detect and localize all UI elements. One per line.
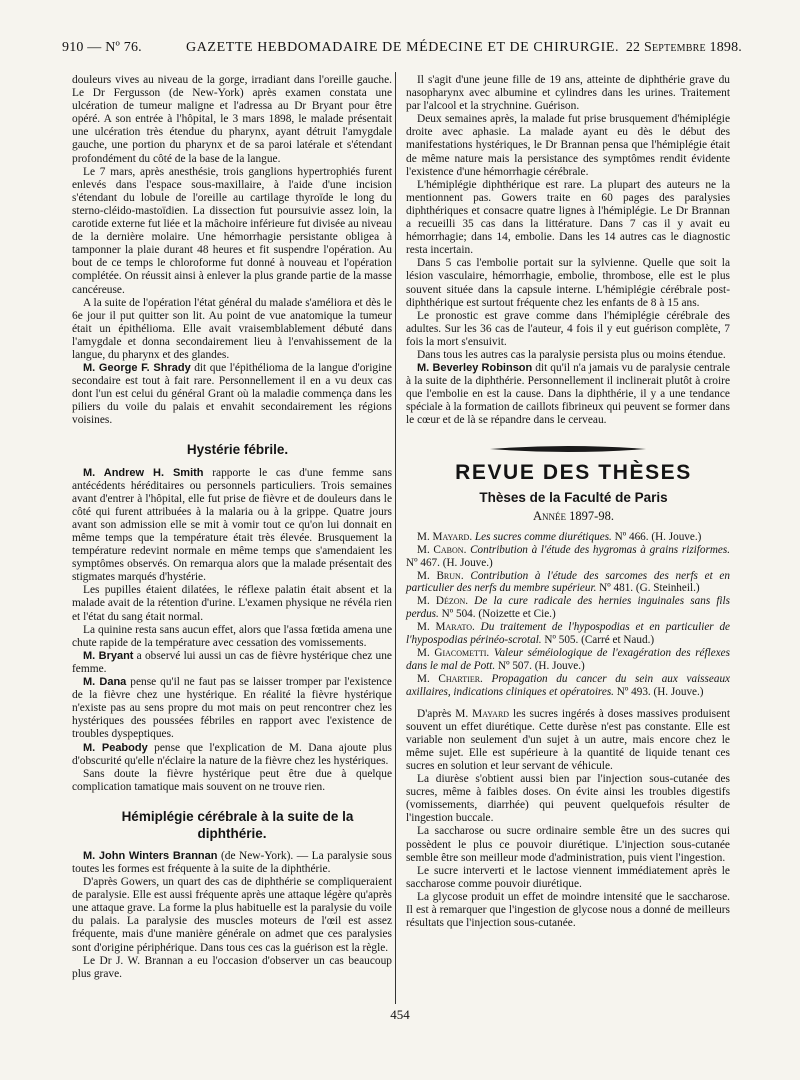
speaker-name: M. Peabody <box>83 741 148 754</box>
thesis-author: M. Marato. <box>417 621 475 634</box>
paragraph: La saccharose ou sucre ordinaire semble être un des sucres qui possèdent le plus ce pouvoir diurétique. L'injection sous-cutanée semble être son meilleur mode d'administration, puis vient l'ingestion. <box>406 825 730 864</box>
section-title-hemiplegie: Hémiplégie cérébrale à la suite de la diphthérie. <box>121 808 354 841</box>
thesis-title: Valeur séméiologique de l'exagération des réflexes dans le mal de Pott. <box>406 646 730 672</box>
thesis-entry <box>406 621 730 647</box>
speaker-name: M. Dana <box>83 676 127 689</box>
paragraph: Le 7 mars, après anesthésie, trois ganglions hypertrophiés furent enlevés dans l'espace sous-maxillaire, à l'aide d'une incision s'étendant du lobule de l'oreille au cartilage thyroïde le long du sterno-cléido-mastoïdien. La dissection fut poursuivie assez loin, la carotide externe fut liée et la mâchoire inférieure fut divisée au niveau de la dernière molaire. Une hémorrhagie persistante obligea à tamponner la plaie durant 48 heures et fit suspendre l'opération. Au bout de ce temps le chloroforme fut donné à nouveau et l'opération complétée. On réussit ainsi à enlever la plus grande partie de la masse cancéreuse. <box>72 165 392 296</box>
thesis-author: M. Cabon. <box>417 543 467 556</box>
speaker-name: M. George F. Shrady <box>83 362 191 375</box>
thesis-reference: Nº 505. (Carré et Naud.) <box>541 634 655 647</box>
thesis-entry <box>406 673 730 699</box>
paragraph: Le Dr J. W. Brannan a eu l'occasion d'observer un cas beaucoup plus grave. <box>72 954 392 980</box>
thesis-entry <box>406 570 730 596</box>
thesis-author: M. Giacometti. <box>417 646 490 659</box>
thesis-entry <box>406 595 730 621</box>
paragraph: Le pronostic est grave comme dans l'hémiplégie cérébrale des adultes. Sur les 36 cas de l'auteur, 4 fois il y eut guérison complète, 7 fois la mort s'ensuivit. <box>406 309 730 348</box>
thesis-reference: Nº 493. (H. Jouve.) <box>613 685 704 698</box>
paragraph: douleurs vives au niveau de la gorge, irradiant dans l'oreille gauche. Le Dr Fergusson (de New-York) après examen constata une ulcération de tumeur maligne et l'adressa au Dr Bryant pour être opéré. A son entrée à l'hôpital, le 3 mars 1898, le malade présentait une ulcération très étendue du pharynx, ayant détruit l'amygdale gauche, une portion du pharynx et de sa paroi latérale et s'étendant profondément du côté de la base de la langue. <box>72 74 392 165</box>
page-issue-number: 910 — Nº 76. <box>62 40 142 55</box>
paragraph: Il s'agit d'une jeune fille de 19 ans, atteinte de diphthérie grave du nasopharynx avec albumine et cylindres dans les urines. Traitement par l'alcool et la strychnine. Guérison. <box>406 74 730 113</box>
page-number: 454 <box>390 1007 410 1022</box>
paragraph: M. Beverley Robinson dit qu'il n'a jamais vu de paralysie centrale à la suite de la diphthérie. Personnellement il inclinerait plutôt à croire que l'embolie en est la cause. Dans la diphthérie, il y a une tendance spéciale à la formation de caillots fibrineux qui peuvent se former dans le cœur et de là se répandre dans le cerveau. <box>406 362 730 427</box>
right-column <box>406 74 730 930</box>
paragraph: D'après Gowers, un quart des cas de diphthérie se compliqueraient de paralysie. Elle est aussi fréquente après une attaque légère qu'après une attaque grave. La forme la plus habituelle est la paralysie du voile du palais. La paralysie des muscles moteurs de l'œil est assez fréquente, mais d'une manière générale on admet que ces paralysies sont d'origine périphérique. Dans tous ces cas la guérison est la règle. <box>72 876 392 954</box>
revue-des-theses-title: REVUE DES THÈSES <box>455 460 692 484</box>
theses-list <box>406 531 730 699</box>
paragraph: Sans doute la fièvre hystérique peut être due à quelque complication tamatique mais souvent on ne trouve rien. <box>72 767 392 793</box>
speaker-name: M. Andrew H. Smith <box>83 466 204 479</box>
paragraph: M. John Winters Brannan (de New-York). — La paralysie sous toutes les formes est fréquente à la suite de la diphthérie. <box>72 849 392 875</box>
thesis-title: Les sucres comme diurétiques. <box>474 530 612 543</box>
paragraph: Les pupilles étaient dilatées, le réflexe palatin était absent et la malade avait de la rétention d'urine. L'examen physique ne révéla rien et l'état du sang était normal. <box>72 584 392 623</box>
paragraph: M. Peabody pense que l'explication de M. Dana ajoute plus d'obscurité qu'elle n'éclaire la nature de la fièvre chez les hystériques. <box>72 741 392 767</box>
thesis-reference: Nº 481. (G. Steinheil.) <box>596 582 700 595</box>
paragraph: M. Bryant a observé lui aussi un cas de fièvre hystérique chez une femme. <box>72 649 392 675</box>
thesis-author: M. Chartier. <box>417 672 483 685</box>
thesis-entry <box>406 531 730 544</box>
left-column <box>72 74 392 981</box>
section-title-hysterie: Hystérie fébrile. <box>186 441 289 457</box>
running-header <box>62 40 742 60</box>
speaker-name: M. Beverley Robinson <box>417 362 533 375</box>
paragraph: Dans tous les autres cas la paralysie persista plus ou moins étendue. <box>417 348 726 361</box>
thesis-entry <box>406 544 730 570</box>
column-divider <box>395 72 396 1004</box>
academic-year: Année 1897-98. <box>533 508 614 523</box>
paragraph: La glycose produit un effet de moindre intensité que le saccharose. Il est à remarquer que l'ingestion de glycose nous a donné de meilleurs résultats que l'injection sous-cutanée. <box>406 890 730 930</box>
theses-faculte-title: Thèses de la Faculté de Paris <box>479 489 668 505</box>
thesis-reference: Nº 504. (Noizette et Cie.) <box>438 608 556 621</box>
thesis-reference: Nº 467. (H. Jouve.) <box>406 556 493 569</box>
paragraph: L'hémiplégie diphthérique est rare. La plupart des auteurs ne la mentionnent pas. Gowers traite en 60 pages des paralysies diphthériques et consacre quatre lignes à l'hémiplégie. Le Dr Brannan a recueilli 35 cas dans la littérature. Dans 7 cas il y avait eu hémorrhagie; dans 14, embolie. Dans les 14 autres cas le diagnostic resta incertain. <box>406 178 730 257</box>
thesis-title: De la cure radicale des hernies inguinales sans fils perdus. <box>406 595 731 621</box>
issue-date: 22 Septembre 1898. <box>625 40 742 55</box>
paragraph: M. George F. Shrady dit que l'épithélioma de la langue d'origine secondaire est tout à fait rare. Personnellement il en a vu deux cas dont l'un est celui du général Grant où la maladie commença dans les piliers du voile du palais et envahit secondairement les régions voisines. <box>72 362 392 427</box>
thesis-reference: Nº 507. (H. Jouve.) <box>495 659 585 672</box>
paragraph: M. Dana pense qu'il ne faut pas se laisser tromper par l'existence de la fièvre chez une hystérique. En réalité la fièvre hystérique n'existe pas au sens propre du mot mais on peut rencontrer chez les hystériques des poussées fébriles en rapport avec l'existence de troubles dyspeptiques. <box>72 676 392 741</box>
ornament-divider <box>406 444 730 456</box>
thesis-author: M. Brun. <box>417 569 464 582</box>
thesis-entry <box>406 647 730 673</box>
ornament-rule-icon <box>490 444 646 454</box>
thesis-author: M. Mayard. <box>417 530 473 543</box>
paragraph: D'après M. Mayard les sucres ingérés à doses massives produisent souvent un effet diurétique. Cette durèse n'est pas constante. Elle est variable non seulement d'un sujet à un autre, mais encore chez le même sujet. Elle est supérieure à la quantité de liquide tenant ces sucres en solution et leur servant de véhicule. <box>406 707 731 772</box>
speaker-name: M. Bryant <box>83 649 134 662</box>
thesis-title: Propagation du cancer du sein aux vaisseaux axillaires, indications cliniques et opératoires. <box>406 672 731 698</box>
speaker-name: M. John Winters Brannan <box>83 849 218 862</box>
paragraph: Le sucre interverti et le lactose viennent immédiatement après le saccharose comme pouvoir diurétique. <box>406 864 730 890</box>
paragraph: Dans 5 cas l'embolie portait sur la sylvienne. Quelle que soit la lésion vasculaire, hémorrhagie, embolie, thrombose, elle est le plus souvent située dans la capsule interne. L'hémiplégie cérébrale post-diphthérique est surtout fréquente chez les enfants de 8 à 15 ans. <box>406 257 730 309</box>
thesis-title: Du traitement de l'hypospodias et en particulier de l'hypospodias périnéo-scrotal. <box>406 621 731 647</box>
paragraph: La diurèse s'obtient aussi bien par l'injection sous-cutanée des sucres, même à faibles doses. On évite ainsi les troubles digestifs (vomissements, diarrhée) qui peuvent quelquefois résulter de l'ingestion buccale. <box>406 773 730 825</box>
paragraph: Deux semaines après, la malade fut prise brusquement d'hémiplégie droite avec aphasie. La malade ayant eu dès le début des manifestations hystériques, le Dr Brannan pensa que l'hémiplégie était de même nature mais la persistance des symptômes rendit évidente l'existence d'une hémorrhagie cérébrale. <box>406 113 730 178</box>
thesis-title: Contribution à l'étude des hygromas à grains riziformes. <box>470 543 731 556</box>
thesis-reference: Nº 466. (H. Jouve.) <box>611 530 702 543</box>
paragraph: A la suite de l'opération l'état général du malade s'améliora et dès le 6e jour il put quitter son lit. Au point de vue anatomique la tumeur était un épithélioma. Elle avait vraisemblablement débuté dans l'amygdale et donna secondairement lieu à l'envahissement de la langue, du pharynx et des glandes. <box>72 296 392 361</box>
journal-title: GAZETTE HEBDOMADAIRE DE MÉDECINE ET DE CHIRURGIE. <box>186 40 620 55</box>
paragraph: La quinine resta sans aucun effet, alors que l'assa fœtida amena une chute rapide de la température avec cessation des vomissements. <box>72 623 392 649</box>
thesis-author: M. Dézon. <box>417 595 469 608</box>
thesis-title: Contribution à l'étude des sarcomes des nerfs et en particulier des nerfs du membre supérieur. <box>406 569 730 595</box>
paragraph: M. Andrew H. Smith rapporte le cas d'une femme sans antécédents héréditaires ou personnels particuliers. Trois semaines avant d'entrer à l'hôpital, elle fut prise de fièvre et de douleurs dans le côté qui furent attribuées à la malaria ou à la grippe. Quatre jours avant son admission elle se mit à vomir tout ce qu'on lui donnait en même temps que la température était très élevée. Brusquement la température redevint normale en même temps que s'amendaient les symptômes observés. On remarqua alors que la malade présentait des stigmates marqués d'hystérie. <box>72 466 393 584</box>
